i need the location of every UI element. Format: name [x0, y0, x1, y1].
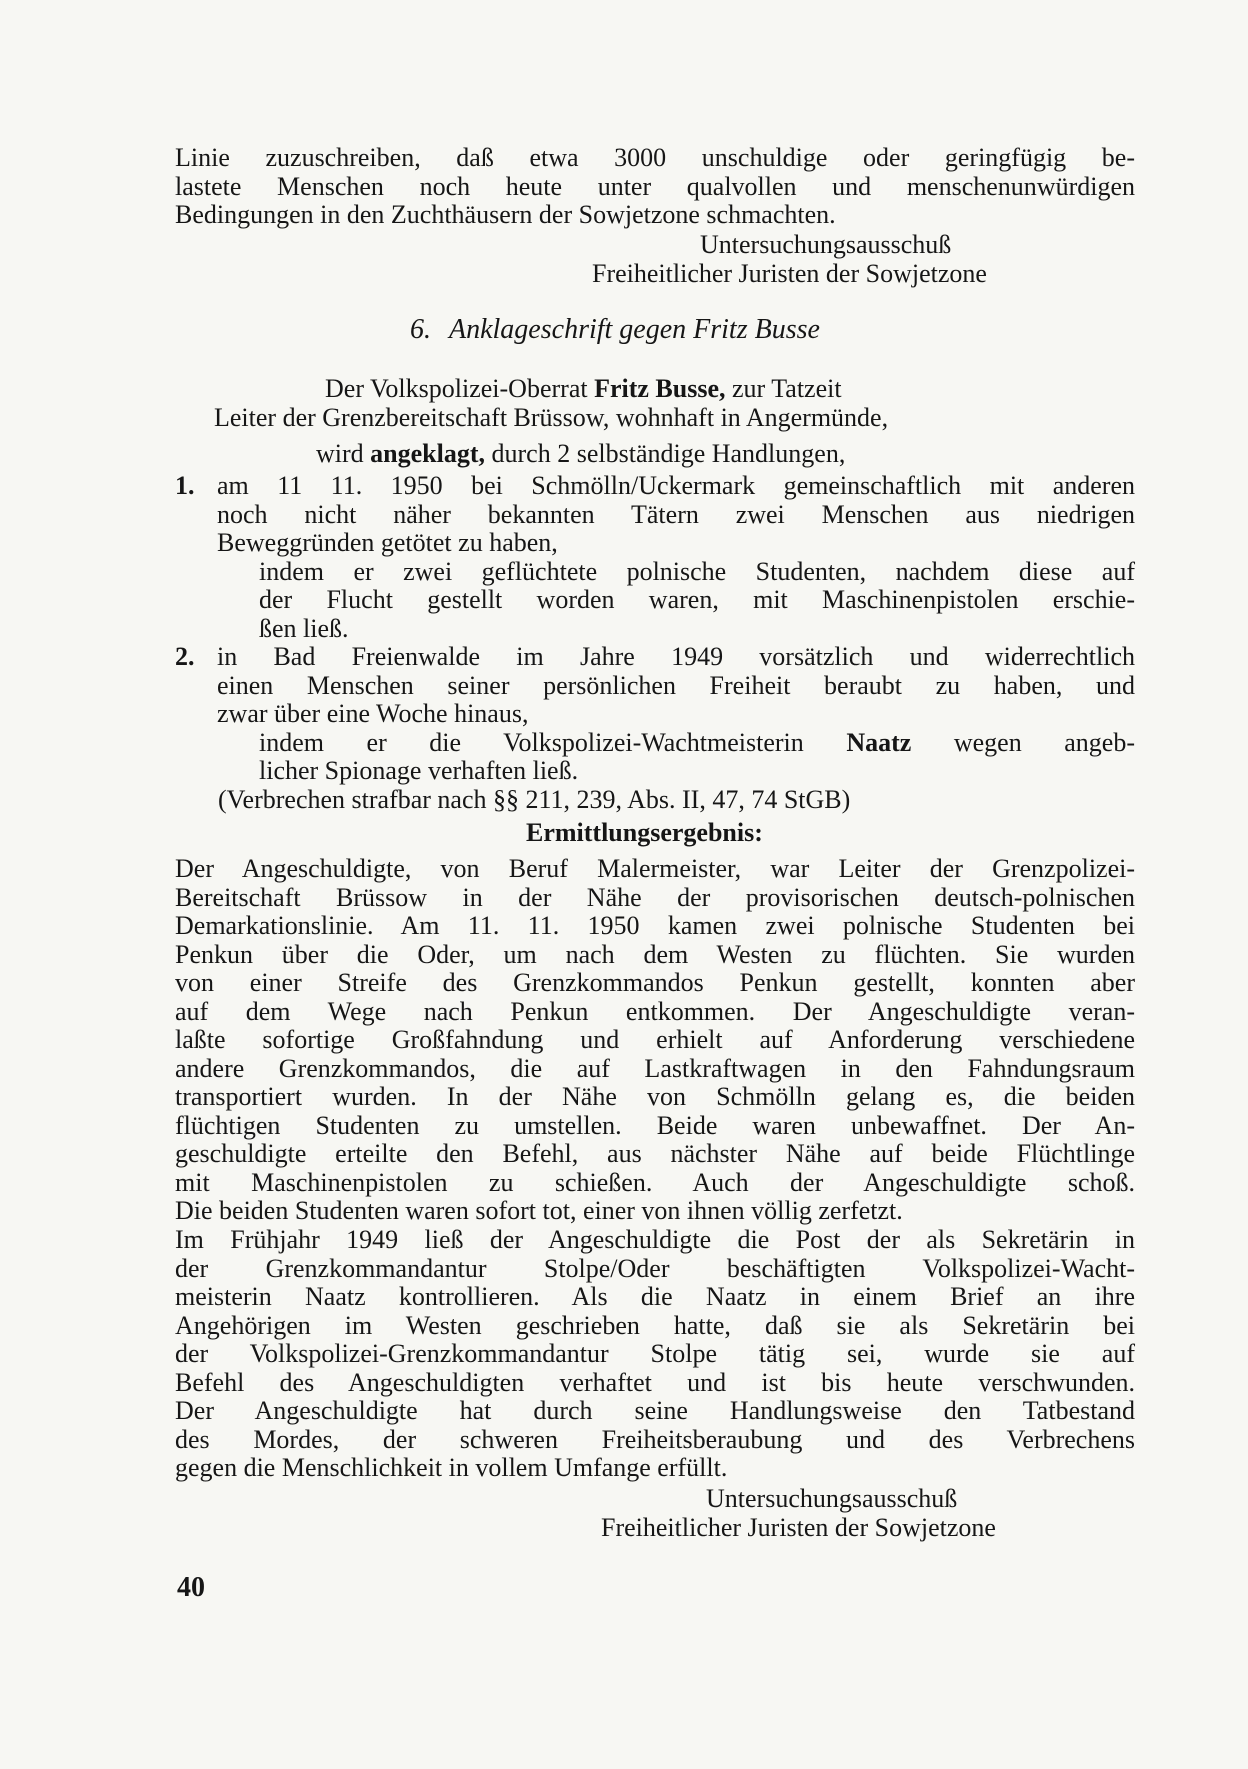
charge-number: 2. — [175, 642, 195, 671]
findings-line: Der Angeschuldigte hat durch seine Handlungsweise den Tatbestand — [175, 1396, 1135, 1425]
charge-detail-line: der Flucht gestellt worden waren, mit Maschinenpistolen erschie- — [259, 585, 1135, 614]
charge-line: zwar über eine Woche hinaus, — [217, 699, 529, 728]
section-title: Anklageschrift gegen Fritz Busse — [449, 314, 820, 345]
charge-1 — [175, 472, 1135, 643]
findings-line: Im Frühjahr 1949 ließ der Angeschuldigte die Post der als Sekretärin in — [175, 1225, 1135, 1254]
charge-line: noch nicht näher bekannten Tätern zwei Menschen aus niedrigen — [217, 499, 1135, 529]
charge-detail-line: indem er zwei geflüchtete polnische Studenten, nachdem diese auf — [259, 556, 1135, 586]
findings-line: der Grenzkommandantur Stolpe/Oder beschäftigten Volkspolizei-Wacht- — [175, 1253, 1135, 1283]
findings-line: auf dem Wege nach Penkun entkommen. Der Angeschuldigte veran- — [175, 996, 1135, 1026]
intro-line: Bedingungen in den Zuchthäusern der Sowjetzone schmachten. — [175, 200, 836, 229]
signature-line-1: Untersuchungsausschuß — [700, 230, 952, 259]
charge-detail-name: Naatz — [846, 727, 912, 757]
charge-line: am 11 11. 1950 bei Schmölln/Uckermark gemeinschaftlich mit anderen — [217, 471, 1135, 500]
findings-line: des Mordes, der schweren Freiheitsberaubung und des Verbrechens — [175, 1424, 1135, 1454]
accused-text: durch 2 selbständige Handlungen, — [485, 439, 846, 468]
findings-heading: Ermittlungsergebnis: — [526, 818, 763, 847]
intro-line: lastete Menschen noch heute unter qualvollen und menschenunwürdigen — [175, 171, 1135, 201]
findings-line: geschuldigte erteilte den Befehl, aus nächster Nähe auf beide Flüchtlinge — [175, 1139, 1135, 1168]
charge-line: einen Menschen seiner persönlichen Freiheit beraubt zu haben, und — [217, 670, 1135, 700]
findings-line: Bereitschaft Brüssow in der Nähe der provisorischen deutsch-polnischen — [175, 882, 1135, 912]
accused-text: wird — [316, 439, 371, 468]
findings-line: mit Maschinenpistolen zu schießen. Auch der Angeschuldigte schoß. — [175, 1167, 1135, 1197]
findings-line: meisterin Naatz kontrollieren. Als die Naatz in einem Brief an ihre — [175, 1282, 1135, 1311]
findings-line: andere Grenzkommandos, die auf Lastkraftwagen in den Fahndungsraum — [175, 1053, 1135, 1083]
accused-line-3 — [316, 439, 845, 469]
charge-line: Beweggründen getötet zu haben, — [217, 528, 558, 557]
page-number: 40 — [177, 1572, 205, 1603]
findings-line: Der Angeschuldigte, von Beruf Malermeister, war Leiter der Grenzpolizei- — [175, 854, 1135, 883]
findings-line: laßte sofortige Großfahndung und erhielt auf Anforderung verschiedene — [175, 1025, 1135, 1054]
charge-number: 1. — [175, 471, 195, 500]
findings-line: Die beiden Studenten waren sofort tot, einer von ihnen völlig zerfetzt. — [175, 1196, 903, 1225]
charge-detail-line — [259, 729, 1135, 758]
findings-line: Penkun über die Oder, um nach dem Westen zu flüchten. Sie wurden — [175, 939, 1135, 969]
findings-line: gegen die Menschlichkeit in vollem Umfange erfüllt. — [175, 1453, 728, 1482]
accused-line-2: Leiter der Grenzbereitschaft Brüssow, wohnhaft in Angermünde, — [214, 403, 889, 432]
section-heading — [410, 314, 820, 346]
findings-line: Demarkationslinie. Am 11. 11. 1950 kamen zwei polnische Studenten bei — [175, 911, 1135, 940]
charge-detail-text: indem er die Volkspolizei-Wachtmeisterin — [259, 727, 847, 757]
section-number: 6. — [410, 314, 431, 345]
charge-2 — [175, 643, 1135, 786]
charge-line: in Bad Freienwalde im Jahre 1949 vorsätzlich und widerrechtlich — [217, 642, 1135, 671]
signature-line-2: Freiheitlicher Juristen der Sowjetzone — [601, 1513, 996, 1542]
charge-detail-text: wegen angeb- — [911, 727, 1135, 757]
accused-line-1 — [325, 374, 842, 404]
accused-name: Fritz Busse, — [594, 374, 726, 403]
accused-text: zur Tatzeit — [725, 374, 842, 403]
accused-verdict: angeklagt, — [370, 439, 486, 468]
intro-line: Linie zuzuschreiben, daß etwa 3000 unschuldige oder geringfügig be- — [175, 143, 1135, 172]
signature-line-2: Freiheitlicher Juristen der Sowjetzone — [592, 259, 987, 288]
charge-detail-line: ßen ließ. — [259, 613, 349, 643]
intro-paragraph — [175, 144, 1135, 230]
statute-line: (Verbrechen strafbar nach §§ 211, 239, Abs. II, 47, 74 StGB) — [218, 785, 851, 814]
findings-paragraph-2 — [175, 1226, 1135, 1483]
accused-text: Der Volkspolizei-Oberrat — [325, 374, 595, 403]
findings-line: flüchtigen Studenten zu umstellen. Beide waren unbewaffnet. Der An- — [175, 1110, 1135, 1140]
charge-detail-line: licher Spionage verhaften ließ. — [259, 756, 579, 785]
findings-line: transportiert wurden. In der Nähe von Schmölln gelang es, die beiden — [175, 1082, 1135, 1111]
signature-line-1: Untersuchungsausschuß — [706, 1484, 958, 1513]
findings-paragraph-1 — [175, 855, 1135, 1226]
findings-line: Angehörigen im Westen geschrieben hatte, daß sie als Sekretärin bei — [175, 1310, 1135, 1340]
findings-line: der Volkspolizei-Grenzkommandantur Stolpe tätig sei, wurde sie auf — [175, 1339, 1135, 1368]
findings-line: von einer Streife des Grenzkommandos Penkun gestellt, konnten aber — [175, 968, 1135, 997]
findings-line: Befehl des Angeschuldigten verhaftet und ist bis heute verschwunden. — [175, 1367, 1135, 1397]
